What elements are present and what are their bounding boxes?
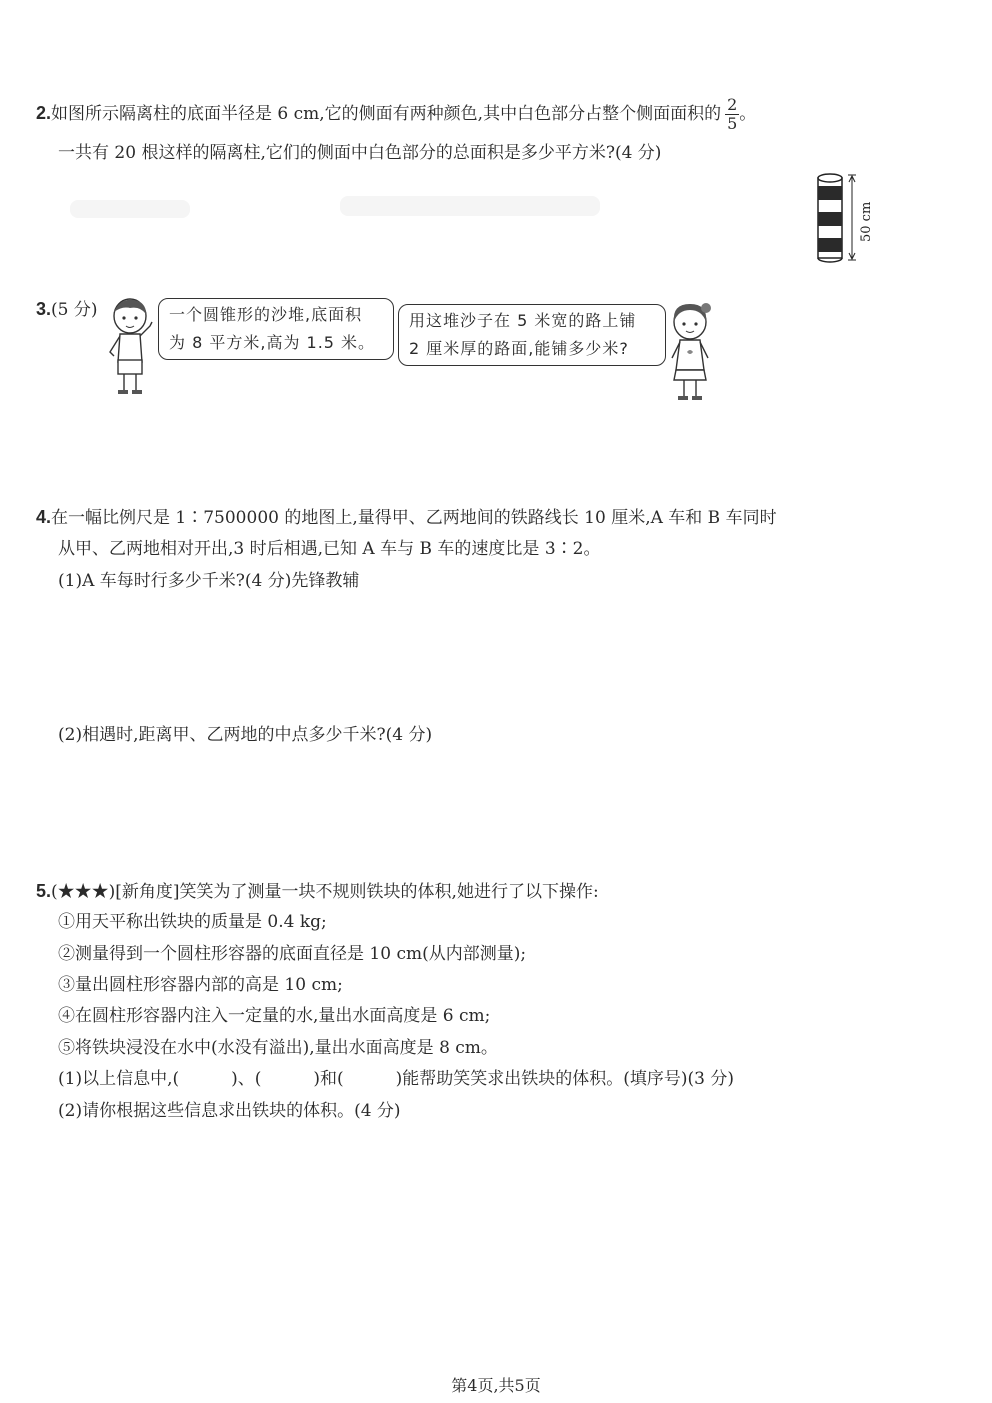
q2-fraction-denominator: 5 — [727, 114, 738, 133]
height-dimension-arrow — [848, 175, 856, 260]
speech-bubble-left-line-1: 一个圆锥形的沙堆,底面积 — [169, 305, 363, 324]
q2-number: 2. — [36, 103, 52, 123]
q2-fraction-numerator: 2 — [727, 95, 738, 114]
scan-smudge — [340, 196, 600, 216]
q2-line-2: 一共有 20 根这样的隔离柱,它们的侧面中白色部分的总面积是多少平方米?(4 分) — [58, 143, 662, 163]
q4-line-1 — [36, 506, 777, 529]
q5-sub-2: (2)请你根据这些信息求出铁块的体积。(4 分) — [58, 1101, 401, 1121]
q2-line-1 — [36, 96, 756, 133]
q5-number: 5. — [36, 881, 52, 901]
q5-line-1 — [36, 880, 599, 903]
scan-smudge — [70, 200, 190, 218]
q5-step-2: ②测量得到一个圆柱形容器的底面直径是 10 cm(从内部测量); — [58, 944, 527, 964]
q4-text-1: 在一幅比例尺是 1∶7500000 的地图上,量得甲、乙两地间的铁路线长 10 厘米,A 车和 B 车同时 — [51, 508, 777, 528]
bollard-height-label: 50 cm — [859, 201, 874, 242]
q5-step-5: ⑤将铁块浸没在水中(水没有溢出),量出水面高度是 8 cm。 — [58, 1038, 498, 1058]
q5-sub-1-part-c: )和( — [313, 1069, 344, 1089]
bollard-figure — [812, 168, 882, 264]
girl-illustration — [660, 300, 720, 404]
q5-sub-1-part-a: (1)以上信息中,( — [58, 1069, 180, 1089]
q5-sub-1 — [58, 1068, 734, 1090]
speech-bubble-right-line-1: 用这堆沙子在 5 米宽的路上铺 — [409, 311, 637, 330]
q3-line — [36, 298, 98, 321]
q2-text-1: 如图所示隔离柱的底面半径是 6 cm,它的侧面有两种颜色,其中白色部分占整个侧面面积的 — [51, 104, 722, 124]
q4-line-2: 从甲、乙两地相对开出,3 时后相遇,已知 A 车与 B 车的速度比是 3∶2。 — [58, 539, 601, 559]
boy-illustration — [100, 296, 160, 398]
q5-sub-1-part-d: )能帮助笑笑求出铁块的体积。(填序号)(3 分) — [395, 1069, 735, 1089]
speech-bubble-right-line-2: 2 厘米厚的路面,能铺多少米? — [409, 339, 629, 358]
q5-step-4: ④在圆柱形容器内注入一定量的水,量出水面高度是 6 cm; — [58, 1006, 491, 1026]
q5-step-3: ③量出圆柱形容器内部的高是 10 cm; — [58, 975, 343, 995]
q5-step-1: ①用天平称出铁块的质量是 0.4 kg; — [58, 912, 327, 932]
bollard-cylinder — [818, 174, 842, 262]
q4-number: 4. — [36, 507, 52, 527]
q5-sub-1-part-b: )、( — [231, 1069, 262, 1089]
speech-bubble-right — [398, 304, 666, 366]
q4-sub-1: (1)A 车每时行多少千米?(4 分)先锋教辅 — [58, 571, 360, 591]
q3-number: 3. — [36, 299, 52, 319]
q2-period: 。 — [739, 104, 757, 124]
q3-score: (5 分) — [51, 300, 98, 320]
q4-sub-2: (2)相遇时,距离甲、乙两地的中点多少千米?(4 分) — [58, 725, 433, 745]
q5-text-1: (★★★)[新角度]笑笑为了测量一块不规则铁块的体积,她进行了以下操作: — [51, 882, 599, 902]
speech-bubble-left — [158, 298, 394, 360]
q2-fraction — [725, 96, 739, 133]
page-footer: 第4页,共5页 — [451, 1376, 541, 1395]
speech-bubble-left-line-2: 为 8 平方米,高为 1.5 米。 — [169, 333, 376, 352]
